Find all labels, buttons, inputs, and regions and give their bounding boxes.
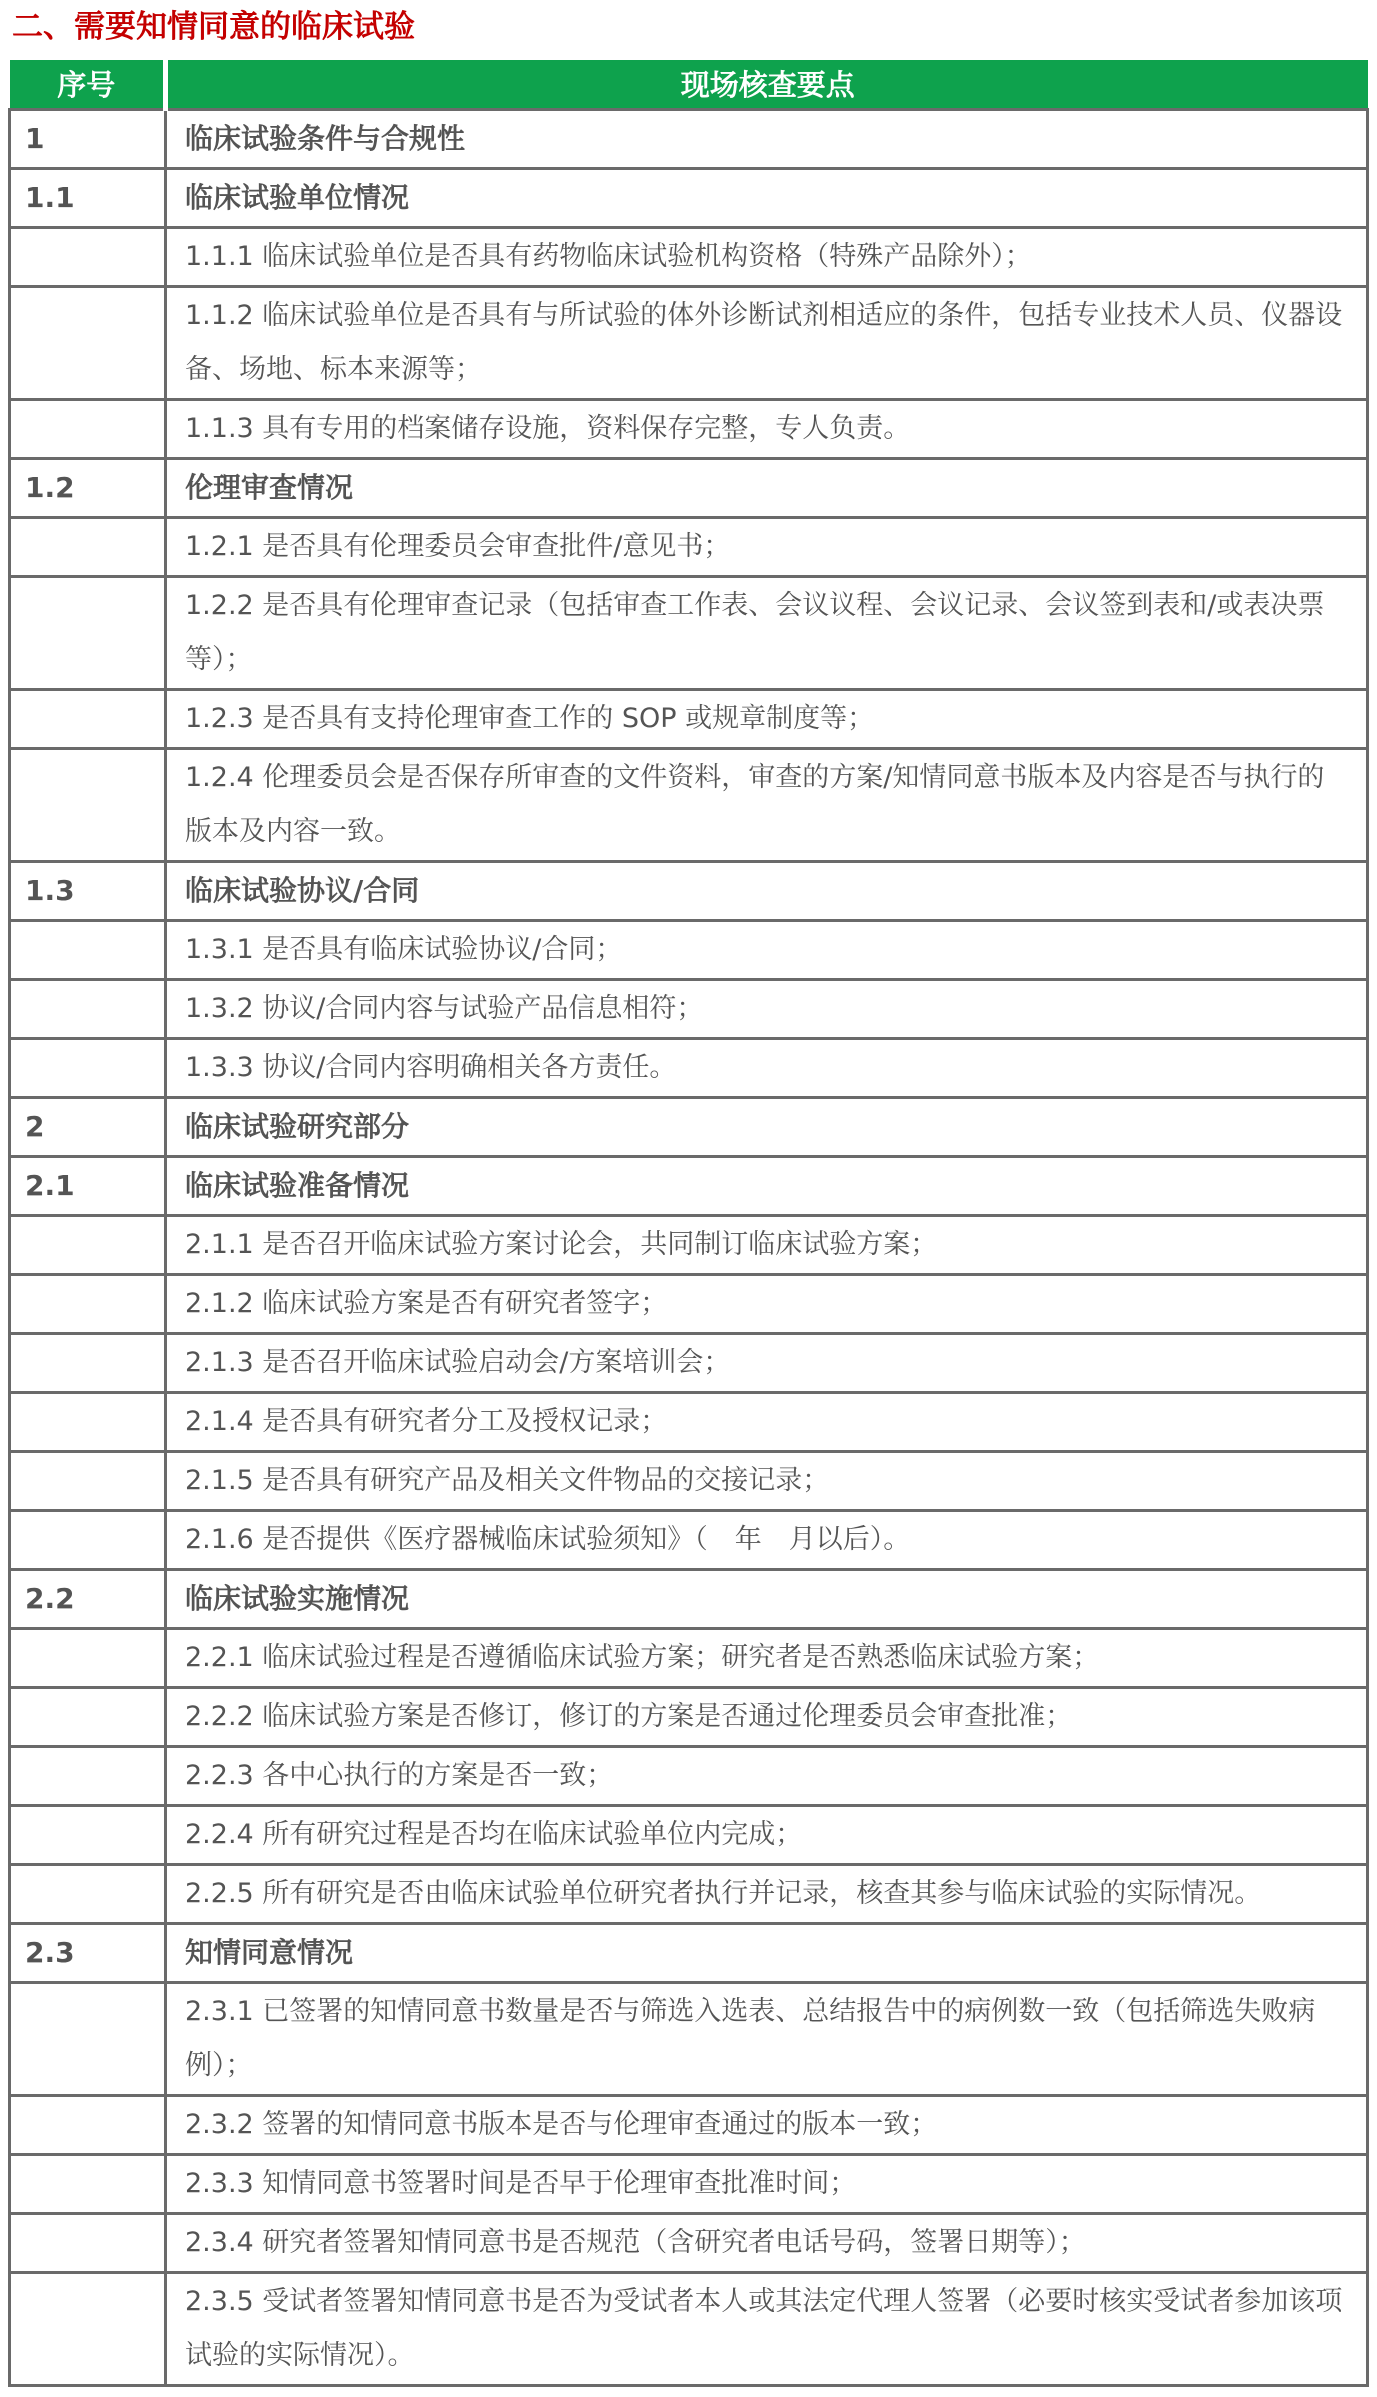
document-title: 二、需要知情同意的临床试验 <box>12 9 415 45</box>
row-number-cell <box>10 1805 166 1864</box>
table-row <box>10 1569 1368 1628</box>
table-row <box>10 1451 1368 1510</box>
row-number-cell <box>10 1864 166 1923</box>
row-number-cell <box>10 1274 166 1333</box>
row-number-cell: 2.1 <box>10 1156 166 1215</box>
row-text-cell: 临床试验条件与合规性 <box>166 109 1368 168</box>
row-text-cell: 2.1.5 是否具有研究产品及相关文件物品的交接记录； <box>166 1451 1368 1510</box>
row-text-cell: 2.2.2 临床试验方案是否修订，修订的方案是否通过伦理委员会审查批准； <box>166 1687 1368 1746</box>
table-row <box>10 689 1368 748</box>
table-body <box>10 109 1368 2385</box>
table-row <box>10 286 1368 399</box>
row-text-cell: 临床试验协议/合同 <box>166 861 1368 920</box>
row-number-cell <box>10 2095 166 2154</box>
row-text-cell: 1.3.1 是否具有临床试验协议/合同； <box>166 920 1368 979</box>
row-text-cell: 1.2.2 是否具有伦理审查记录（包括审查工作表、会议议程、会议记录、会议签到表和/或表决票等）； <box>166 576 1368 689</box>
table-row <box>10 2213 1368 2272</box>
table-row <box>10 1864 1368 1923</box>
row-number-cell <box>10 1038 166 1097</box>
row-text-cell: 1.3.2 协议/合同内容与试验产品信息相符； <box>166 979 1368 1038</box>
row-text-cell: 1.1.1 临床试验单位是否具有药物临床试验机构资格（特殊产品除外）； <box>166 227 1368 286</box>
table-row <box>10 861 1368 920</box>
row-text-cell: 2.3.1 已签署的知情同意书数量是否与筛选入选表、总结报告中的病例数一致（包括筛选失败病例）； <box>166 1982 1368 2095</box>
table-row <box>10 1156 1368 1215</box>
row-number-cell <box>10 227 166 286</box>
table-row <box>10 1097 1368 1156</box>
table-header <box>10 60 1368 109</box>
row-number-cell <box>10 1451 166 1510</box>
table-row <box>10 1392 1368 1451</box>
row-number-cell <box>10 979 166 1038</box>
row-text-cell: 1.2.3 是否具有支持伦理审查工作的 SOP 或规章制度等； <box>166 689 1368 748</box>
table-row <box>10 748 1368 861</box>
table-row <box>10 1510 1368 1569</box>
table-row <box>10 979 1368 1038</box>
row-text-cell: 2.3.4 研究者签署知情同意书是否规范（含研究者电话号码，签署日期等）； <box>166 2213 1368 2272</box>
table-row <box>10 168 1368 227</box>
row-text-cell: 1.2.4 伦理委员会是否保存所审查的文件资料，审查的方案/知情同意书版本及内容是否与执行的版本及内容一致。 <box>166 748 1368 861</box>
row-number-cell: 1.1 <box>10 168 166 227</box>
table-row <box>10 1982 1368 2095</box>
row-text-cell: 2.1.2 临床试验方案是否有研究者签字； <box>166 1274 1368 1333</box>
row-text-cell: 2.2.1 临床试验过程是否遵循临床试验方案；研究者是否熟悉临床试验方案； <box>166 1628 1368 1687</box>
table-row <box>10 2154 1368 2213</box>
row-text-cell: 1.1.2 临床试验单位是否具有与所试验的体外诊断试剂相适应的条件，包括专业技术人员、仪器设备、场地、标本来源等； <box>166 286 1368 399</box>
row-text-cell: 1.1.3 具有专用的档案储存设施，资料保存完整，专人负责。 <box>166 399 1368 458</box>
row-number-cell: 1.3 <box>10 861 166 920</box>
row-text-cell: 2.1.3 是否召开临床试验启动会/方案培训会； <box>166 1333 1368 1392</box>
row-number-cell <box>10 399 166 458</box>
row-text-cell: 2.2.4 所有研究过程是否均在临床试验单位内完成； <box>166 1805 1368 1864</box>
row-text-cell: 2.3.2 签署的知情同意书版本是否与伦理审查通过的版本一致； <box>166 2095 1368 2154</box>
table-row <box>10 458 1368 517</box>
row-text-cell: 伦理审查情况 <box>166 458 1368 517</box>
table-row <box>10 1687 1368 1746</box>
row-text-cell: 2.3.3 知情同意书签署时间是否早于伦理审查批准时间； <box>166 2154 1368 2213</box>
row-number-cell <box>10 2154 166 2213</box>
table-header-row <box>10 60 1368 109</box>
row-number-cell <box>10 1392 166 1451</box>
table-row <box>10 2272 1368 2385</box>
row-number-cell <box>10 286 166 399</box>
table-row <box>10 1805 1368 1864</box>
row-number-cell: 1 <box>10 109 166 168</box>
row-text-cell: 1.3.3 协议/合同内容明确相关各方责任。 <box>166 1038 1368 1097</box>
row-text-cell: 2.1.6 是否提供《医疗器械临床试验须知》（ 年 月以后）。 <box>166 1510 1368 1569</box>
row-text-cell: 临床试验研究部分 <box>166 1097 1368 1156</box>
row-number-cell: 2.3 <box>10 1923 166 1982</box>
row-number-cell <box>10 748 166 861</box>
row-number-cell <box>10 576 166 689</box>
header-cell-inspection-point: 现场核查要点 <box>166 60 1368 109</box>
row-text-cell: 知情同意情况 <box>166 1923 1368 1982</box>
table-row <box>10 109 1368 168</box>
row-number-cell <box>10 1628 166 1687</box>
row-text-cell: 2.1.4 是否具有研究者分工及授权记录； <box>166 1392 1368 1451</box>
row-text-cell: 2.3.5 受试者签署知情同意书是否为受试者本人或其法定代理人签署（必要时核实受试者参加该项试验的实际情况）。 <box>166 2272 1368 2385</box>
row-text-cell: 临床试验准备情况 <box>166 1156 1368 1215</box>
row-number-cell <box>10 1510 166 1569</box>
row-number-cell: 1.2 <box>10 458 166 517</box>
row-number-cell: 2 <box>10 1097 166 1156</box>
header-cell-number: 序号 <box>10 60 166 109</box>
table-row <box>10 1628 1368 1687</box>
table-row <box>10 399 1368 458</box>
row-number-cell <box>10 1746 166 1805</box>
row-text-cell: 2.2.3 各中心执行的方案是否一致； <box>166 1746 1368 1805</box>
row-text-cell: 2.1.1 是否召开临床试验方案讨论会，共同制订临床试验方案； <box>166 1215 1368 1274</box>
row-number-cell <box>10 1215 166 1274</box>
row-text-cell: 临床试验单位情况 <box>166 168 1368 227</box>
table-row <box>10 1215 1368 1274</box>
table-row <box>10 517 1368 576</box>
table-row <box>10 1333 1368 1392</box>
table-row <box>10 1746 1368 1805</box>
table-row <box>10 1274 1368 1333</box>
row-number-cell <box>10 920 166 979</box>
table-row <box>10 1038 1368 1097</box>
table-row <box>10 920 1368 979</box>
row-number-cell <box>10 689 166 748</box>
row-number-cell <box>10 2213 166 2272</box>
row-number-cell <box>10 2272 166 2385</box>
table-row <box>10 227 1368 286</box>
row-text-cell: 1.2.1 是否具有伦理委员会审查批件/意见书； <box>166 517 1368 576</box>
table-row <box>10 1923 1368 1982</box>
inspection-checklist-table <box>8 60 1369 2387</box>
row-number-cell: 2.2 <box>10 1569 166 1628</box>
row-number-cell <box>10 1333 166 1392</box>
row-number-cell <box>10 1982 166 2095</box>
table-row <box>10 576 1368 689</box>
row-text-cell: 2.2.5 所有研究是否由临床试验单位研究者执行并记录，核查其参与临床试验的实际情况。 <box>166 1864 1368 1923</box>
row-text-cell: 临床试验实施情况 <box>166 1569 1368 1628</box>
row-number-cell <box>10 1687 166 1746</box>
row-number-cell <box>10 517 166 576</box>
table-row <box>10 2095 1368 2154</box>
